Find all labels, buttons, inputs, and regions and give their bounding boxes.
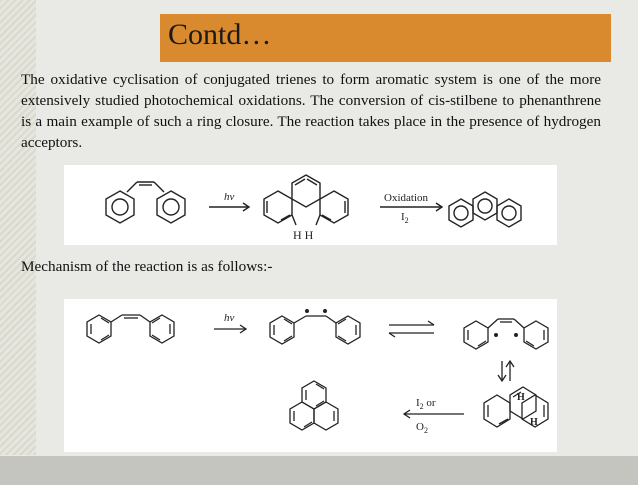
mech-reagent-line2: $O_2$ — [416, 421, 428, 435]
slide-title: Contd… — [168, 18, 272, 51]
stilbene-left-ring — [106, 191, 134, 223]
mech-h-top-label: H — [517, 392, 525, 403]
reaction-scheme-figure — [64, 165, 557, 245]
phenanthrene-ring-1 — [449, 199, 473, 227]
mechanism-heading: Mechanism of the reaction is as follows:- — [21, 258, 273, 275]
mech-h-bottom-label: H — [530, 417, 538, 428]
stilbene-right-ring — [157, 191, 185, 223]
iodine-label: $I_2$ — [401, 211, 409, 225]
dhp-left-ring — [264, 191, 292, 223]
title-bar — [160, 14, 611, 62]
phenanthrene-ring-3 — [497, 199, 521, 227]
hv-label-1: hν — [224, 191, 235, 203]
hh-label: H H — [293, 228, 314, 242]
reaction-scheme-drawing — [64, 165, 557, 245]
dhp-middle-ring — [292, 175, 320, 207]
mechanism-drawing — [64, 299, 557, 452]
mech-reagent-line1: $I_2$ or — [416, 397, 436, 411]
intro-paragraph: The oxidative cyclisation of conjugated trienes to form aromatic system is one of the more extensively studied photochemical oxidations. The conversion of cis-stilbene to phenanthrene is a main example of such a ring closure. The reaction takes place in the presence of hydrogen acceptors. — [21, 71, 601, 151]
oxidation-label: Oxidation — [384, 192, 428, 204]
mech-hv-label: hν — [224, 312, 235, 324]
phenanthrene-ring-2 — [473, 192, 497, 220]
footer-band — [0, 456, 638, 485]
dhp-right-ring — [320, 191, 348, 223]
mechanism-figure — [64, 299, 557, 452]
